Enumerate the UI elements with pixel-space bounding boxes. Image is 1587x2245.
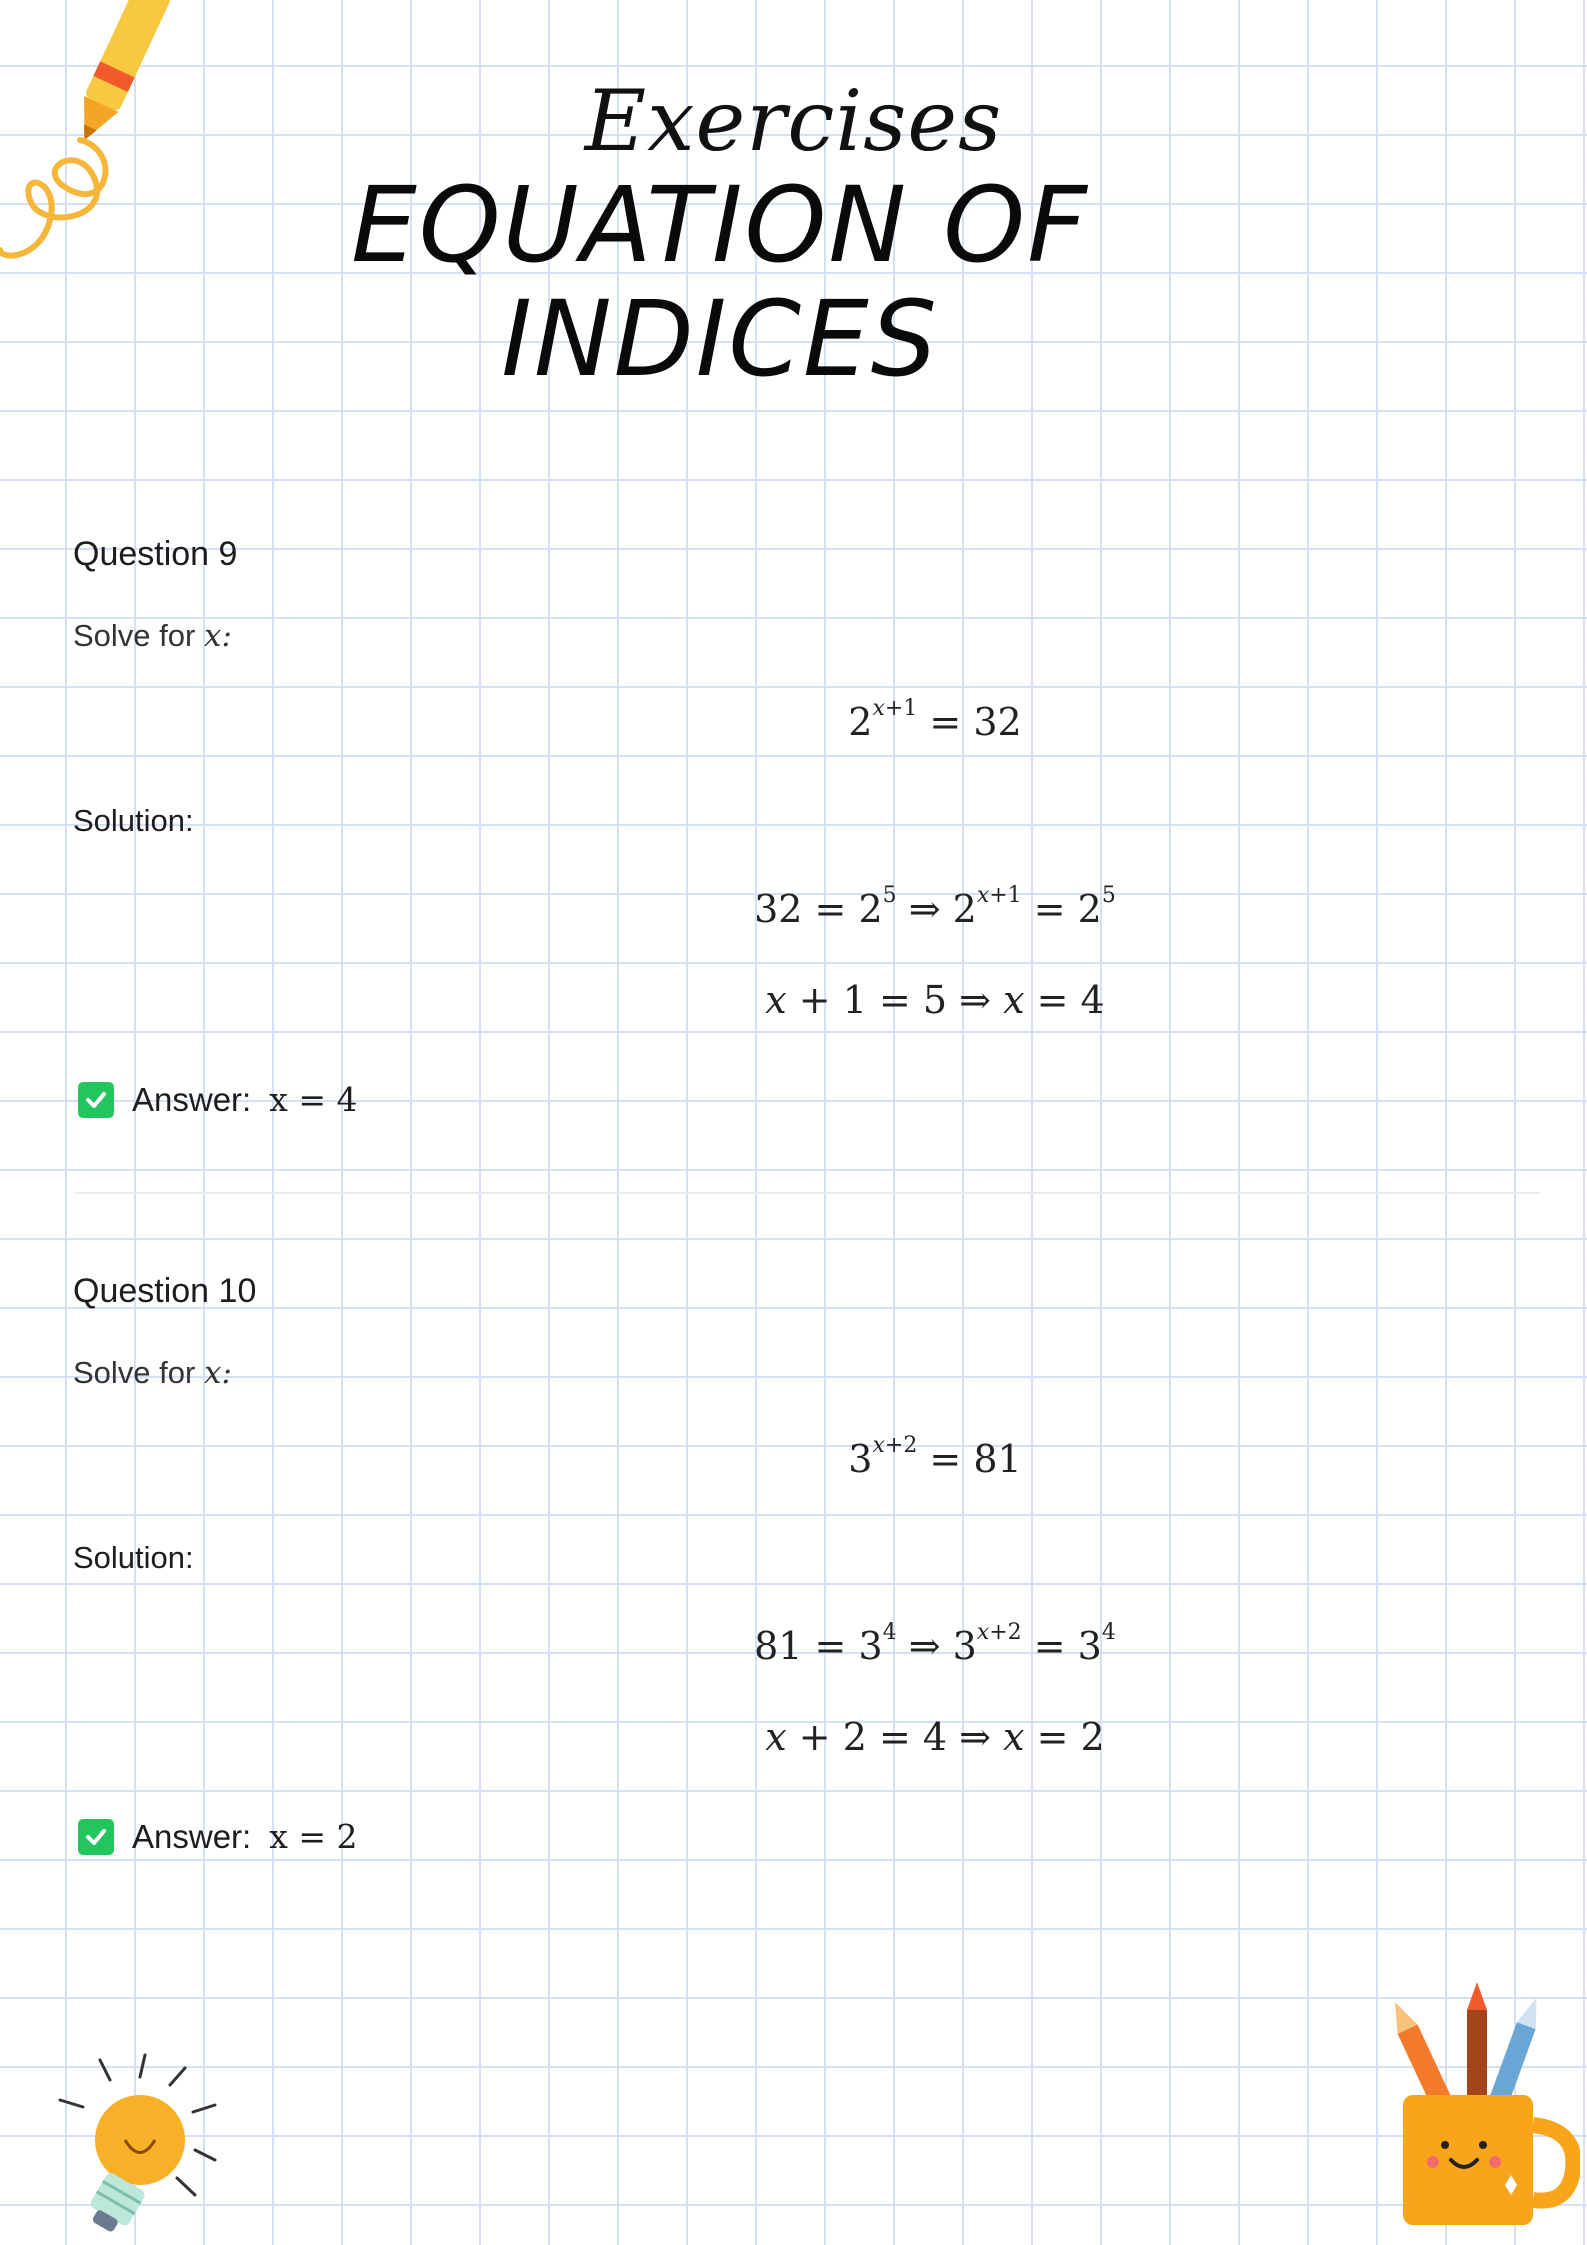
answer-value: x = 4 — [269, 1080, 358, 1119]
question-prompt — [73, 618, 232, 654]
check-icon — [78, 1819, 114, 1855]
prompt-variable: x: — [203, 1355, 232, 1391]
question-equation: $2^{x+1} = 32$ — [848, 696, 1022, 744]
question-prompt — [73, 1355, 232, 1391]
prompt-variable: x: — [203, 618, 232, 654]
check-icon — [78, 1082, 114, 1118]
answer-label: Answer: — [132, 1080, 252, 1118]
question-heading: Question 9 — [73, 535, 238, 573]
page-title: EQUATION OF INDICES — [351, 164, 1089, 401]
solution-label: Solution: — [73, 803, 194, 838]
answer-label: Answer: — [132, 1817, 252, 1855]
solution-step: x + 1 = 5 ⇒ x = 4 — [765, 978, 1105, 1022]
script-title: Exercises — [584, 72, 1003, 170]
solution-step: $81 = 3^4$ ⇒ $3^{x+2} = 3^4$ — [754, 1620, 1116, 1668]
solution-step: x + 2 = 4 ⇒ x = 2 — [765, 1715, 1105, 1759]
answer-value: x = 2 — [269, 1817, 358, 1856]
prompt-text: Solve for — [73, 618, 196, 653]
lightbulb-icon — [55, 2050, 235, 2240]
answer-line — [78, 1817, 357, 1856]
answer-line — [78, 1080, 357, 1119]
solution-label: Solution: — [73, 1540, 194, 1575]
solution-step: $32 = 2^5$ ⇒ $2^{x+1} = 2^5$ — [754, 883, 1116, 931]
question-equation: $3^{x+2} = 81$ — [848, 1433, 1022, 1481]
prompt-text: Solve for — [73, 1355, 196, 1390]
question-heading: Question 10 — [73, 1272, 257, 1310]
section-divider — [75, 1192, 1540, 1194]
pencil-cup-icon — [1385, 1980, 1580, 2235]
